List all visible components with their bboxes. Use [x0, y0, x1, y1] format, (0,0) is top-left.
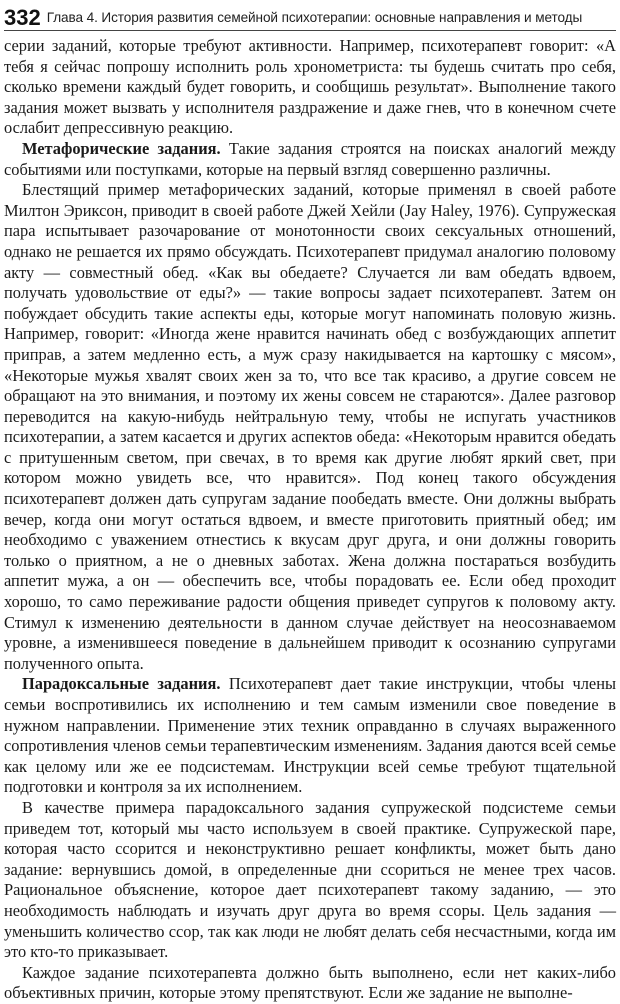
paragraph: [4, 963, 616, 1004]
paragraph-heading: Парадоксальные задания.: [22, 674, 221, 694]
body-text: [4, 36, 616, 1004]
paragraph-text: Каждое задание психотерапевта должно быть выполнено, если нет каких-либо объективных причин, которые этому препятствуют. Если же задание не выполне-: [4, 962, 616, 1003]
header-divider: [4, 30, 616, 31]
paragraph: [4, 36, 616, 139]
paragraph-text: В качестве примера парадоксального задания супружеской подсистеме семьи приведем тот, который мы часто используем в своей практике. Супружеской паре, которая часто ссорится и неконструктивно решает конфликты, может быть дано задание: вернувшись домой, в определенные дни ссориться не менее трех часов. Рациональное объяснение, которое дает психотерапевт такому заданию, — это необходимость наблюдать и изучать друг друга во время ссоры. Цель задания — уменьшить количество ссор, так как люди не любят делать себя несчастными, когда им это кто-то приказывает.: [4, 797, 616, 962]
paragraph: [4, 674, 616, 798]
running-title: Глава 4. История развития семейной психотерапии: основные направления и методы: [46, 10, 583, 25]
page-number: 332: [4, 5, 41, 30]
paragraph: [4, 180, 616, 674]
paragraph-text: Психотерапевт дает такие инструкции, чтобы члены семьи воспротивились их исполнению и тем самым изменили свое поведение в нужном направлении. Применение этих техник оправданно в случаях выраженного сопротивления членов семьи терапевтическим изменениям. Задания даются всей семье как целому или же ее подсистемам. Инструкции всей семье требуют тщательной подготовки и контроля за их исполнением.: [4, 674, 616, 797]
paragraph-text: Блестящий пример метафорических заданий, которые применял в своей работе Милтон Эриксон, приводит в своей работе Джей Хейли (Jay Haley, 1976). Супружеская пара испытывает разочарование от монотонности своих сексуальных отношений, однако не решается их прямо обсуждать. Психотерапевт придумал аналогию половому акту — совместный обед. «Как вы обедаете? Случается ли вам обедать вдвоем, получать удовольствие от еды?» — такие вопросы задает психотерапевт. Затем он побуждает обсудить такие аспекты еды, которые могут напоминать половую жизнь. Например, говорит: «Иногда жене нравится начинать обед с возбуждающих аппетит приправ, а затем медленно есть, а муж сразу накидывается на картошку с мясом», «Некоторые мужья хвалят своих жен за то, что все так красиво, а другие совсем не обращают на это внимания, и поэтому их жены совсем не стараются». Далее разговор переводится на какую-нибудь нейтральную тему, чтобы не испугать участников психотерапии, а затем касается и других аспектов обеда: «Некоторым нравится обедать с притушенным светом, при свечах, в то время как другие любят яркий свет, при котором можно увидеть все, что нравится». Под конец такого обсуждения психотерапевт должен дать супругам задание пообедать вместе. Они должны выбрать вечер, когда они могут остаться вдвоем, и вместе приготовить приятный обед; им необходимо с уважением отнестись к вкусам друг друга, и они должны говорить только о приятном, а не о дневных заботах. Жена должна постараться возбудить аппетит мужа, а он — обеспечить все, чтобы порадовать ее. Если обед проходит хорошо, то само переживание радости общения приведет супругов к половому акту. Стимул к изменению деятельности в данном случае действует на неосознаваемом уровне, а изменившееся поведение в дальнейшем приводит к осознанию супругами полученного опыта.: [4, 180, 616, 673]
paragraph-text: серии заданий, которые требуют активности. Например, психотерапевт говорит: «А тебя я сейчас попрошу исполнить роль хронометриста: ты будешь считать про себя, сколько времени каждый будет говорить, и сообщишь результат». Выполнение такого задания может вызвать у исполнителя раздражение и даже гнев, что в конечном счете ослабит депрессивную реакцию.: [4, 36, 616, 138]
paragraph-text: Такие задания строятся на поисках аналогий между событиями или поступками, которые на первый взгляд совершенно различны.: [4, 138, 616, 179]
paragraph: [4, 139, 616, 180]
paragraph-heading: Метафорические задания.: [22, 138, 221, 158]
page-header: [4, 0, 616, 30]
paragraph: [4, 798, 616, 963]
